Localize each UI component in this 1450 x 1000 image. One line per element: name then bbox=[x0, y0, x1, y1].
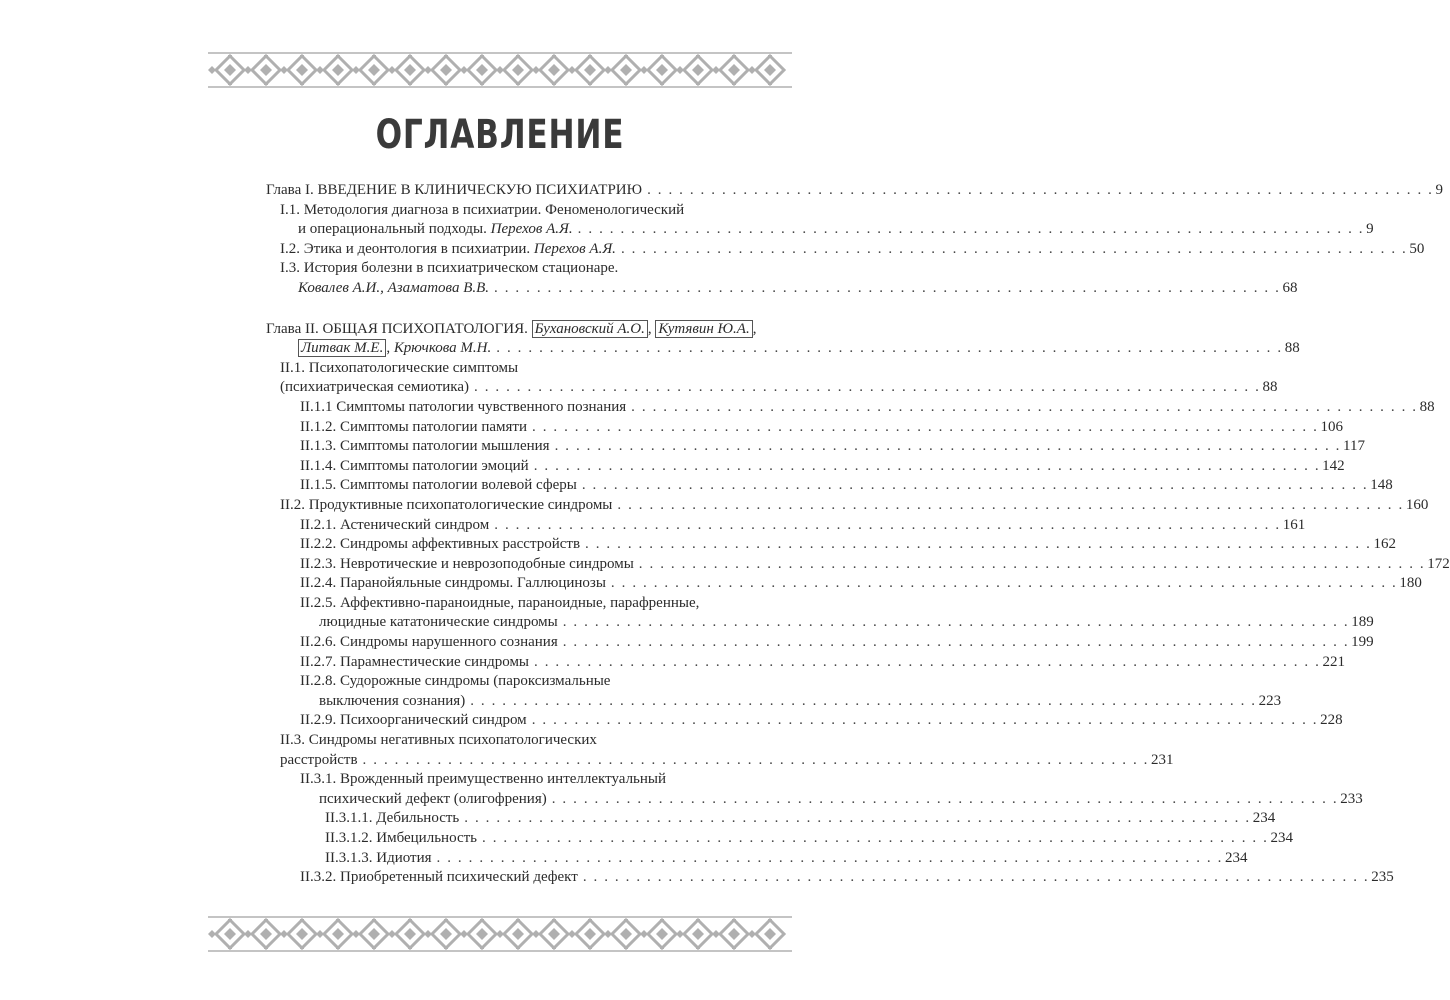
ornament-motif bbox=[300, 919, 304, 922]
ornament-motif bbox=[588, 55, 592, 58]
ornament-motif bbox=[300, 946, 304, 949]
ornament-motif bbox=[440, 64, 452, 76]
toc-leader: . . . . . . . . . . . . . . . . . . . . . . . . . . . . . . . . . . . . . . . . . . . . . . . . . . . . . . . . . . . . . . . . . . . . . . . . . . bbox=[647, 182, 1434, 198]
ornament-motif bbox=[228, 946, 232, 949]
ornament-motif bbox=[676, 66, 684, 74]
ornament-motif bbox=[604, 66, 612, 74]
toc-section-title-cont: (психиатрическая семиотика) bbox=[280, 379, 469, 396]
ornament-motif bbox=[712, 66, 720, 74]
toc-section-title-cont: и операциональный подходы. Перехов А.Я. bbox=[298, 221, 573, 238]
bottom-ornament-border bbox=[208, 914, 792, 954]
toc-page-number: 68 bbox=[1282, 279, 1298, 296]
ornament-motif bbox=[624, 55, 628, 58]
ornament-motif bbox=[336, 55, 340, 58]
toc-page-number: 88 bbox=[1262, 379, 1278, 396]
toc-author-boxed: Литвак М.Е. bbox=[298, 339, 386, 357]
toc-leader: . . . . . . . . . . . . . . . . . . . . . . . . . . . . . . . . . . . . . . . . . . . . . . . . . . . . . . . . . . . . . . . . . . . . . . . . . . bbox=[610, 575, 1398, 592]
ornament-motif bbox=[748, 930, 756, 938]
ornament-motif bbox=[316, 66, 324, 74]
toc-page-number: 142 bbox=[1322, 457, 1345, 474]
ornament-motif bbox=[332, 928, 344, 940]
ornament-motif bbox=[460, 930, 468, 938]
ornament-motif bbox=[444, 55, 448, 58]
ornament-motif bbox=[764, 64, 776, 76]
ornament-motif bbox=[388, 66, 396, 74]
toc-section-title: II.1. Психопатологические симптомы bbox=[280, 359, 519, 376]
ornament-motif bbox=[548, 928, 560, 940]
ornament-motif bbox=[660, 919, 664, 922]
ornament-motif bbox=[280, 66, 288, 74]
toc-leader: . . . . . . . . . . . . . . . . . . . . . . . . . . . . . . . . . . . . . . . . . . . . . . . . . . . . . . . . . . . . . . . . . . . . . . . . . . bbox=[482, 830, 1269, 846]
toc-section-2-1-cont[interactable] bbox=[266, 378, 1278, 398]
toc-page-number: 88 bbox=[1419, 398, 1435, 415]
toc-leader: . . . . . . . . . . . . . . . . . . . . . . . . . . . . . . . . . . . . . . . . . . . . . . . . . . . . . . . . . . . . . . . . . . . . . . . . . . bbox=[617, 496, 1404, 513]
toc-leader: . . . . . . . . . . . . . . . . . . . . . . . . . . . . . . . . . . . . . . . . . . . . . . . . . . . . . . . . . . . . . . . . . . . . . . . . . . bbox=[638, 555, 1426, 572]
ornament-motif bbox=[696, 82, 700, 85]
toc-page-number: 228 bbox=[1320, 712, 1343, 729]
ornament-motif bbox=[692, 928, 704, 940]
ornament-motif bbox=[440, 928, 452, 940]
ornament-motif bbox=[480, 919, 484, 922]
toc-leader: . . . . . . . . . . . . . . . . . . . . . . . . . . . . . . . . . . . . . . . . . . . . . . . . . . . . . . . . . . . . . . . . . . . . . . . . . . bbox=[494, 279, 1281, 296]
ornament-motif bbox=[300, 55, 304, 58]
toc-section-2-2[interactable] bbox=[266, 496, 1429, 516]
toc-page-number: 117 bbox=[1343, 438, 1365, 455]
ornament-motif bbox=[368, 928, 380, 940]
ornament-motif bbox=[372, 946, 376, 949]
ornament-motif bbox=[424, 66, 432, 74]
ornament-motif bbox=[584, 64, 596, 76]
ornament-motif bbox=[296, 928, 308, 940]
toc-item-title: II.3.1.3. Идиотия bbox=[325, 849, 432, 866]
toc-leader: . . . . . . . . . . . . . . . . . . . . . . . . . . . . . . . . . . . . . . . . . . . . . . . . . . . . . . . . . . . . . . . . . . . . . . . . . . bbox=[582, 869, 1370, 886]
ornament-motif bbox=[732, 919, 736, 922]
toc-leader: . . . . . . . . . . . . . . . . . . . . . . . . . . . . . . . . . . . . . . . . . . . . . . . . . . . . . . . . . . . . . . . . . . . . . . . . . . bbox=[562, 634, 1350, 651]
ornament-motif bbox=[512, 928, 524, 940]
ornament-motif bbox=[408, 946, 412, 949]
toc-leader: . . . . . . . . . . . . . . . . . . . . . . . . . . . . . . . . . . . . . . . . . . . . . . . . . . . . . . . . . . . . . . . . . . . . . . . . . . bbox=[470, 692, 1257, 709]
ornament-motif bbox=[352, 66, 360, 74]
ornament-motif bbox=[728, 64, 740, 76]
toc-item-title: II.1.4. Симптомы патологии эмоций bbox=[300, 457, 529, 474]
toc-item-2-1-2[interactable] bbox=[266, 418, 1343, 438]
toc-author: Ковалев А.И., Азаматова В.В. bbox=[298, 279, 490, 296]
ornament-motif bbox=[296, 64, 308, 76]
toc-item-2-3-1[interactable] bbox=[266, 770, 736, 790]
toc-page-number: 148 bbox=[1370, 477, 1393, 494]
ornament-motif bbox=[476, 928, 488, 940]
toc-section-title: II.3. Синдромы негативных психопатологических bbox=[280, 732, 597, 749]
toc-item-title: II.3.1.2. Имбецильность bbox=[325, 830, 477, 846]
toc-section-2-1[interactable] bbox=[266, 359, 736, 379]
ornament-motif bbox=[548, 64, 560, 76]
toc-item-title: II.2.4. Паранойяльные синдромы. Галлюцинозы bbox=[300, 575, 606, 592]
toc-author: Перехов А.Я. bbox=[490, 221, 573, 238]
toc-leader: . . . . . . . . . . . . . . . . . . . . . . . . . . . . . . . . . . . . . . . . . . . . . . . . . . . . . . . . . . . . . . . . . . . . . . . . . . bbox=[631, 398, 1418, 415]
toc-leader: . . . . . . . . . . . . . . . . . . . . . . . . . . . . . . . . . . . . . . . . . . . . . . . . . . . . . . . . . . . . . . . . . . . . . . . . . . bbox=[577, 221, 1365, 238]
toc-author-boxed: Кутявин Ю.А. bbox=[655, 320, 752, 338]
toc-section-title: I.1. Методология диагноза в психиатрии. Феноменологический bbox=[280, 201, 685, 218]
ornament-motif bbox=[228, 82, 232, 85]
ornament-motif bbox=[264, 55, 268, 58]
ornament-motif bbox=[408, 82, 412, 85]
ornament-motif bbox=[372, 919, 376, 922]
ornament-motif bbox=[512, 64, 524, 76]
ornament-motif bbox=[404, 928, 416, 940]
toc-item-2-2-9[interactable] bbox=[266, 711, 1343, 731]
toc-page-number: 231 bbox=[1151, 751, 1174, 768]
toc-page-number: 9 bbox=[1366, 221, 1374, 238]
toc-item-title: II.1.2. Симптомы патологии памяти bbox=[300, 418, 527, 435]
ornament-motif bbox=[224, 928, 236, 940]
ornament-motif bbox=[300, 82, 304, 85]
toc-leader: . . . . . . . . . . . . . . . . . . . . . . . . . . . . . . . . . . . . . . . . . . . . . . . . . . . . . . . . . . . . . . . . . . . . . . . . . . bbox=[531, 712, 1319, 729]
toc-leader: . . . . . . . . . . . . . . . . . . . . . . . . . . . . . . . . . . . . . . . . . . . . . . . . . . . . . . . . . . . . . . . . . . . . . . . . . . bbox=[362, 751, 1149, 768]
ornament-motif bbox=[588, 919, 592, 922]
toc-item-2-1-5[interactable] bbox=[266, 476, 1393, 496]
toc-page-number: 189 bbox=[1351, 614, 1374, 631]
ornament-motif bbox=[444, 919, 448, 922]
ornament-motif bbox=[696, 946, 700, 949]
toc-chapter-2-heading: Глава II. ОБЩАЯ ПСИХОПАТОЛОГИЯ. bbox=[266, 320, 528, 337]
ornament-motif bbox=[372, 82, 376, 85]
ornament-motif bbox=[516, 946, 520, 949]
ornament-motif bbox=[552, 55, 556, 58]
toc-item-title: II.1.1 Симптомы патологии чувственного познания bbox=[300, 398, 627, 415]
toc-item-2-2-4[interactable] bbox=[266, 574, 1422, 594]
toc-item-title: II.2.5. Аффективно-параноидные, параноидные, парафренные, bbox=[300, 594, 700, 611]
toc-leader: . . . . . . . . . . . . . . . . . . . . . . . . . . . . . . . . . . . . . . . . . . . . . . . . . . . . . . . . . . . . . . . . . . . . . . . . . . bbox=[562, 614, 1350, 631]
toc-leader: . . . . . . . . . . . . . . . . . . . . . . . . . . . . . . . . . . . . . . . . . . . . . . . . . . . . . . . . . . . . . . . . . . . . . . . . . . bbox=[554, 438, 1342, 455]
ornament-motif bbox=[516, 82, 520, 85]
table-of-contents bbox=[266, 181, 1450, 888]
ornament-motif bbox=[732, 946, 736, 949]
ornament-motif bbox=[768, 946, 772, 949]
toc-leader: . . . . . . . . . . . . . . . . . . . . . . . . . . . . . . . . . . . . . . . . . . . . . . . . . . . . . . . . . . . . . . . . . . . . . . . . . . bbox=[581, 477, 1369, 494]
toc-item-2-3-1-1[interactable] bbox=[266, 809, 1276, 829]
toc-chapter-1[interactable] bbox=[266, 181, 1444, 201]
toc-page-number: 172 bbox=[1427, 555, 1450, 572]
ornament-motif bbox=[336, 919, 340, 922]
toc-authors: Литвак М.Е. , Крючкова М.Н. bbox=[298, 339, 491, 359]
ornament-motif bbox=[228, 919, 232, 922]
ornament-motif bbox=[552, 946, 556, 949]
ornament-motif bbox=[768, 82, 772, 85]
ornament-motif bbox=[388, 930, 396, 938]
ornament-motif bbox=[244, 66, 252, 74]
ornament-motif bbox=[676, 930, 684, 938]
toc-item-2-1-4[interactable] bbox=[266, 457, 1345, 477]
toc-spacer bbox=[266, 299, 736, 320]
ornament-motif bbox=[208, 930, 216, 938]
ornament-motif bbox=[748, 66, 756, 74]
ornament-motif bbox=[224, 64, 236, 76]
ornament-motif bbox=[660, 55, 664, 58]
toc-leader: . . . . . . . . . . . . . . . . . . . . . . . . . . . . . . . . . . . . . . . . . . . . . . . . . . . . . . . . . . . . . . . . . . . . . . . . . . bbox=[532, 418, 1319, 435]
ornament-motif bbox=[660, 946, 664, 949]
ornament-motif bbox=[712, 930, 720, 938]
toc-section-2-3[interactable] bbox=[266, 731, 736, 751]
toc-item-title: II.2.1. Астенический синдром bbox=[300, 516, 490, 533]
toc-leader: . . . . . . . . . . . . . . . . . . . . . . . . . . . . . . . . . . . . . . . . . . . . . . . . . . . . . . . . . . . . . . . . . . . . . . . . . . bbox=[436, 849, 1223, 866]
toc-section-1-3-cont[interactable] bbox=[266, 279, 1298, 299]
toc-item-title-cont: психический дефект (олигофрения) bbox=[319, 790, 547, 807]
toc-page-number: 50 bbox=[1409, 240, 1425, 257]
ornament-motif bbox=[604, 930, 612, 938]
ornament-motif bbox=[460, 66, 468, 74]
toc-chapter-2[interactable]: Глава II. ОБЩАЯ ПСИХОПАТОЛОГИЯ. Бухановский А.О. , Кутявин Ю.А. , bbox=[266, 320, 757, 337]
toc-page-number: 234 bbox=[1270, 830, 1293, 846]
ornament-motif bbox=[656, 64, 668, 76]
ornament-motif bbox=[588, 82, 592, 85]
toc-item-title-cont: выключения сознания) bbox=[319, 692, 466, 709]
toc-item-2-1-1[interactable] bbox=[266, 398, 1435, 418]
toc-item-title: II.2.8. Судорожные синдромы (пароксизмальные bbox=[300, 673, 611, 690]
toc-author: Крючкова М.Н. bbox=[393, 340, 492, 357]
toc-section-1-3[interactable] bbox=[266, 259, 736, 279]
ornament-motif bbox=[732, 55, 736, 58]
ornament-motif bbox=[480, 55, 484, 58]
toc-item-2-2-3[interactable] bbox=[266, 555, 1450, 575]
ornament-motif bbox=[624, 919, 628, 922]
ornament-motif bbox=[444, 82, 448, 85]
toc-section-1-1[interactable] bbox=[266, 201, 736, 221]
toc-item-2-1-3[interactable] bbox=[266, 437, 1365, 457]
ornament-motif bbox=[444, 946, 448, 949]
ornament-motif bbox=[624, 946, 628, 949]
ornament-motif bbox=[336, 82, 340, 85]
toc-page-number: 106 bbox=[1320, 418, 1343, 435]
toc-page-number: 88 bbox=[1284, 340, 1300, 357]
page-title: ОГЛАВЛЕНИЕ bbox=[375, 112, 625, 158]
toc-leader: . . . . . . . . . . . . . . . . . . . . . . . . . . . . . . . . . . . . . . . . . . . . . . . . . . . . . . . . . . . . . . . . . . . . . . . . . . bbox=[551, 790, 1339, 807]
ornament-motif bbox=[768, 919, 772, 922]
toc-author-boxed: Бухановский А.О. bbox=[532, 320, 648, 338]
ornament-motif bbox=[352, 930, 360, 938]
ornament-motif bbox=[476, 64, 488, 76]
ornament-motif bbox=[516, 55, 520, 58]
toc-leader: . . . . . . . . . . . . . . . . . . . . . . . . . . . . . . . . . . . . . . . . . . . . . . . . . . . . . . . . . . . . . . . . . . . . . . . . . . bbox=[494, 516, 1281, 533]
toc-item-2-2-1[interactable] bbox=[266, 516, 1306, 536]
ornament-motif bbox=[620, 928, 632, 940]
ornament-motif bbox=[764, 928, 776, 940]
ornament-motif bbox=[656, 928, 668, 940]
ornament-motif bbox=[532, 930, 540, 938]
toc-item-2-3-1-2[interactable] bbox=[266, 829, 1293, 849]
toc-item-2-2-6[interactable] bbox=[266, 633, 1374, 653]
ornament-motif bbox=[696, 55, 700, 58]
ornament-motif bbox=[372, 55, 376, 58]
ornament-motif bbox=[280, 930, 288, 938]
toc-section-1-1-cont[interactable] bbox=[266, 220, 1374, 240]
toc-leader: . . . . . . . . . . . . . . . . . . . . . . . . . . . . . . . . . . . . . . . . . . . . . . . . . . . . . . . . . . . . . . . . . . . . . . . . . . bbox=[533, 457, 1321, 474]
ornament-motif bbox=[732, 82, 736, 85]
toc-item-2-2-8-cont[interactable] bbox=[266, 692, 1282, 712]
toc-leader: . . . . . . . . . . . . . . . . . . . . . . . . . . . . . . . . . . . . . . . . . . . . . . . . . . . . . . . . . . . . . . . . . . . . . . . . . . bbox=[496, 340, 1283, 357]
ornament-motif bbox=[496, 930, 504, 938]
ornament-motif bbox=[368, 64, 380, 76]
ornament-motif bbox=[260, 64, 272, 76]
toc-item-2-3-1-cont[interactable] bbox=[266, 790, 1363, 810]
ornament-motif bbox=[532, 66, 540, 74]
ornament-motif bbox=[640, 66, 648, 74]
toc-item-title: II.2.9. Психоорганический синдром bbox=[300, 712, 527, 729]
toc-section-1-2[interactable] bbox=[266, 240, 1425, 260]
ornament-motif bbox=[660, 82, 664, 85]
ornament-motif bbox=[424, 930, 432, 938]
toc-section-title: II.2. Продуктивные психопатологические синдромы bbox=[280, 496, 613, 513]
toc-item-title: II.2.6. Синдромы нарушенного сознания bbox=[300, 634, 558, 651]
toc-page-number: 180 bbox=[1399, 575, 1422, 592]
toc-item-2-3-2[interactable] bbox=[266, 868, 1394, 888]
toc-section-title-cont: расстройств bbox=[280, 751, 358, 768]
toc-leader: . . . . . . . . . . . . . . . . . . . . . . . . . . . . . . . . . . . . . . . . . . . . . . . . . . . . . . . . . . . . . . . . . . . . . . . . . . bbox=[474, 379, 1261, 396]
toc-item-2-2-7[interactable] bbox=[266, 653, 1345, 673]
ornament-motif bbox=[588, 946, 592, 949]
toc-item-2-3-1-3[interactable] bbox=[266, 849, 1248, 869]
top-ornament-border bbox=[208, 50, 792, 90]
ornament-motif bbox=[568, 930, 576, 938]
ornament-motif bbox=[620, 64, 632, 76]
toc-chapter-2-cont[interactable] bbox=[266, 339, 1300, 359]
ornament-motif bbox=[552, 919, 556, 922]
ornament-motif bbox=[264, 919, 268, 922]
toc-section-2-3-cont[interactable] bbox=[266, 751, 1174, 771]
toc-leader: . . . . . . . . . . . . . . . . . . . . . . . . . . . . . . . . . . . . . . . . . . . . . . . . . . . . . . . . . . . . . . . . . . . . . . . . . . bbox=[620, 240, 1408, 257]
toc-item-title: II.2.3. Невротические и неврозоподобные синдромы bbox=[300, 555, 634, 572]
ornament-motif bbox=[692, 64, 704, 76]
toc-page-number: 234 bbox=[1252, 810, 1276, 827]
ornament-motif bbox=[244, 930, 252, 938]
ornament-motif bbox=[516, 919, 520, 922]
ornament-motif bbox=[264, 82, 268, 85]
toc-item-title: II.3.1.1. Дебильность bbox=[325, 810, 460, 827]
ornament-motif bbox=[336, 946, 340, 949]
toc-leader: . . . . . . . . . . . . . . . . . . . . . . . . . . . . . . . . . . . . . . . . . . . . . . . . . . . . . . . . . . . . . . . . . . . . . . . . . . bbox=[534, 653, 1321, 670]
ornament-motif bbox=[640, 930, 648, 938]
toc-item-2-2-2[interactable] bbox=[266, 535, 1396, 555]
ornament-motif bbox=[584, 928, 596, 940]
toc-item-2-2-5-cont[interactable] bbox=[266, 613, 1374, 633]
toc-author: Перехов А.Я. bbox=[533, 240, 616, 257]
toc-page-number: 161 bbox=[1282, 516, 1306, 533]
ornament-motif bbox=[568, 66, 576, 74]
toc-leader: . . . . . . . . . . . . . . . . . . . . . . . . . . . . . . . . . . . . . . . . . . . . . . . . . . . . . . . . . . . . . . . . . . . . . . . . . . bbox=[585, 536, 1372, 553]
toc-item-2-2-8[interactable] bbox=[266, 672, 736, 692]
ornament-motif bbox=[316, 930, 324, 938]
toc-item-2-2-5[interactable] bbox=[266, 594, 736, 614]
toc-leader: . . . . . . . . . . . . . . . . . . . . . . . . . . . . . . . . . . . . . . . . . . . . . . . . . . . . . . . . . . . . . . . . . . . . . . . . . . bbox=[464, 810, 1251, 827]
ornament-motif bbox=[480, 946, 484, 949]
toc-page-number: 199 bbox=[1351, 634, 1374, 651]
toc-item-title: II.2.7. Парамнестические синдромы bbox=[300, 653, 530, 670]
toc-page-number: 221 bbox=[1322, 653, 1345, 670]
toc-page-number: 233 bbox=[1340, 790, 1363, 807]
ornament-motif bbox=[260, 928, 272, 940]
toc-section-title: I.3. История болезни в психиатрическом стационаре. bbox=[280, 260, 619, 277]
ornament-motif bbox=[408, 55, 412, 58]
ornament-motif bbox=[624, 82, 628, 85]
toc-item-title-cont: люцидные кататонические синдромы bbox=[319, 614, 558, 631]
ornament-motif bbox=[404, 64, 416, 76]
toc-item-title: II.1.5. Симптомы патологии волевой сферы bbox=[300, 477, 577, 494]
toc-page-number: 162 bbox=[1373, 536, 1396, 553]
ornament-motif bbox=[480, 82, 484, 85]
toc-section-title: I.2. Этика и деонтология в психиатрии. Перехов А.Я. bbox=[280, 240, 616, 257]
toc-page-number: 235 bbox=[1371, 869, 1394, 886]
ornament-motif bbox=[768, 55, 772, 58]
ornament-motif bbox=[496, 66, 504, 74]
ornament-motif bbox=[264, 946, 268, 949]
toc-page-number: 234 bbox=[1224, 849, 1248, 866]
ornament-motif bbox=[208, 66, 216, 74]
toc-chapter-1-heading: Глава I. ВВЕДЕНИЕ В КЛИНИЧЕСКУЮ ПСИХИАТРИЮ bbox=[266, 182, 643, 198]
toc-page-number: 160 bbox=[1405, 496, 1429, 513]
ornament-motif bbox=[228, 55, 232, 58]
ornament-motif bbox=[332, 64, 344, 76]
ornament-motif bbox=[552, 82, 556, 85]
toc-page-number: 9 bbox=[1435, 182, 1444, 198]
toc-item-title: II.3.1. Врожденный преимущественно интеллектуальный bbox=[300, 771, 667, 788]
ornament-motif bbox=[728, 928, 740, 940]
toc-item-title: II.2.2. Синдромы аффективных расстройств bbox=[300, 536, 581, 553]
ornament-motif bbox=[408, 919, 412, 922]
toc-item-title: II.1.3. Симптомы патологии мышления bbox=[300, 438, 550, 455]
toc-page-number: 223 bbox=[1258, 692, 1282, 709]
toc-item-title: II.3.2. Приобретенный психический дефект bbox=[300, 869, 578, 886]
ornament-motif bbox=[696, 919, 700, 922]
